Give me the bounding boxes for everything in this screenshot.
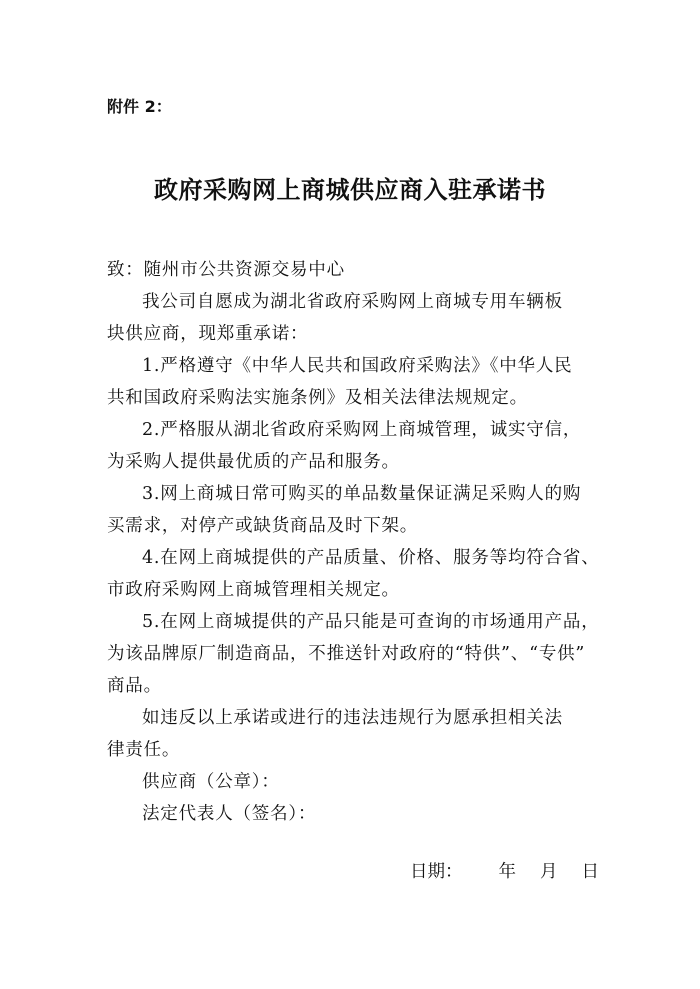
paragraph-line: 商品。 — [107, 676, 162, 696]
attachment-label: 附件 2： — [107, 97, 172, 116]
date-month: 月 — [540, 862, 558, 882]
paragraph-line: 市政府采购网上商城管理相关规定。 — [107, 580, 400, 600]
paragraph-line: 5.在网上商城提供的产品只能是可查询的市场通用产品， — [142, 612, 600, 632]
paragraph-line: 买需求，对停产或缺货商品及时下架。 — [107, 516, 419, 536]
paragraph-line: 1.严格遵守《中华人民共和国政府采购法》《中华人民 — [142, 356, 573, 376]
paragraph-line: 为该品牌原厂制造商品，不推送针对政府的“特供”、“专供” — [107, 644, 586, 664]
date-day: 日 — [581, 862, 599, 882]
paragraph-line: 我公司自愿成为湖北省政府采购网上商城专用车辆板 — [142, 292, 563, 312]
paragraph-line: 4.在网上商城提供的产品质量、价格、服务等均符合省、 — [142, 548, 600, 568]
paragraph-line: 块供应商，现郑重承诺： — [107, 324, 309, 344]
date-year: 年 — [498, 862, 516, 882]
addressee-line: 致：随州市公共资源交易中心 — [107, 260, 345, 280]
date-label: 日期： — [410, 862, 463, 882]
date-line — [410, 858, 610, 886]
paragraph-line: 2.严格服从湖北省政府采购网上商城管理，诚实守信， — [142, 420, 582, 440]
paragraph-line: 律责任。 — [107, 740, 181, 760]
paragraph-line: 3.网上商城日常可购买的单品数量保证满足采购人的购 — [142, 484, 582, 504]
legal-representative-line: 法定代表人（签名）： — [142, 804, 317, 824]
paragraph-line: 如违反以上承诺或进行的违法违规行为愿承担相关法 — [142, 708, 563, 728]
supplier-seal-line: 供应商（公章）： — [142, 772, 280, 792]
paragraph-line: 共和国政府采购法实施条例》及相关法律法规规定。 — [107, 388, 528, 408]
document-body — [107, 254, 603, 830]
document-title: 政府采购网上商城供应商入驻承诺书 — [154, 175, 546, 204]
paragraph-line: 为采购人提供最优质的产品和服务。 — [107, 452, 400, 472]
